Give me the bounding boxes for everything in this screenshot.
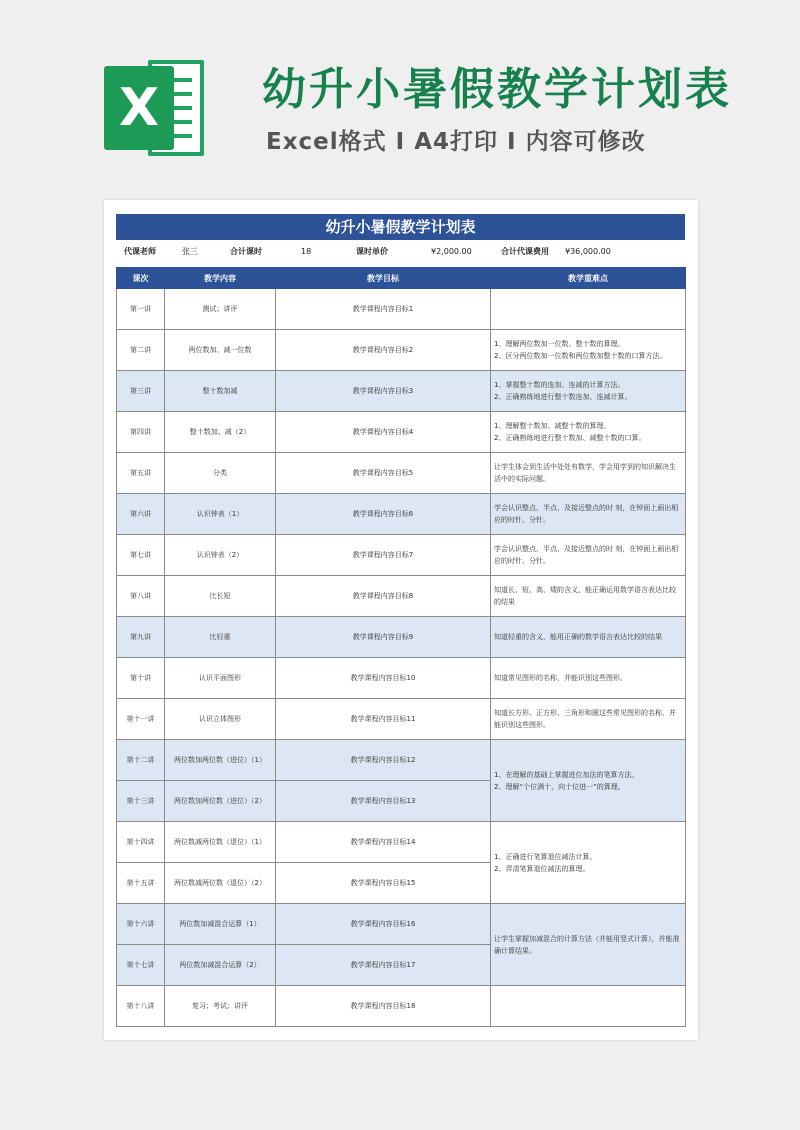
unit-price-value: ¥2,000.00 xyxy=(431,247,472,256)
key-point-cell: 让学生掌握加减混合的计算方法（并能用竖式计算），并能准确计算结果。 xyxy=(491,904,686,986)
lesson-cell: 第四讲 xyxy=(117,412,165,453)
content-cell: 比轻重 xyxy=(165,617,276,658)
goal-cell: 教学课程内容目标8 xyxy=(276,576,491,617)
key-point-cell: 学会认识整点、半点、及接近整点的时 刻，在钟面上画出相应的时针、分针。 xyxy=(491,494,686,535)
hours-label: 合计课时 xyxy=(230,247,262,256)
lesson-cell: 第七讲 xyxy=(117,535,165,576)
header-lesson: 课次 xyxy=(117,268,165,289)
content-cell: 认识钟表（1） xyxy=(165,494,276,535)
goal-cell: 教学课程内容目标16 xyxy=(276,904,491,945)
document-title: 幼升小暑假教学计划表 xyxy=(116,214,685,240)
header-content: 教学内容 xyxy=(165,268,276,289)
lesson-cell: 第八讲 xyxy=(117,576,165,617)
content-cell: 两位数加两位数（进位）（2） xyxy=(165,781,276,822)
table-row xyxy=(117,699,686,740)
key-point-cell: 让学生体会到生活中处处有数学，学会用学到的知识解决生活中的实际问题。 xyxy=(491,453,686,494)
content-cell: 比长短 xyxy=(165,576,276,617)
content-cell: 认识立体图形 xyxy=(165,699,276,740)
table-row xyxy=(117,453,686,494)
key-point-cell xyxy=(491,289,686,330)
hours-value: 18 xyxy=(301,247,312,256)
content-cell: 两位数加两位数（进位）（1） xyxy=(165,740,276,781)
lesson-cell: 第十四讲 xyxy=(117,822,165,863)
table-row xyxy=(117,740,686,781)
total-fee-value: ¥36,000.00 xyxy=(565,247,611,256)
lesson-cell: 第十六讲 xyxy=(117,904,165,945)
teaching-plan-table xyxy=(116,267,686,1027)
key-point-cell xyxy=(491,986,686,1027)
goal-cell: 教学课程内容目标17 xyxy=(276,945,491,986)
content-cell: 两位数加、减一位数 xyxy=(165,330,276,371)
table-row xyxy=(117,330,686,371)
key-point-cell: 1、正确进行笔算退位减法计算。 2、弄清笔算退位减法的算理。 xyxy=(491,822,686,904)
lesson-cell: 第十八讲 xyxy=(117,986,165,1027)
key-point-cell: 知道轻重的含义，能用正确的数学语言表达比较的结果 xyxy=(491,617,686,658)
goal-cell: 教学课程内容目标13 xyxy=(276,781,491,822)
key-point-cell: 1、在理解的基础上掌握进位加法的笔算方法。 2、理解“个位满十，向十位进一”的算理。 xyxy=(491,740,686,822)
header-key-points: 教学重难点 xyxy=(491,268,686,289)
content-cell: 认识平面图形 xyxy=(165,658,276,699)
goal-cell: 教学课程内容目标10 xyxy=(276,658,491,699)
key-point-cell: 1、理解两位数加一位数、整十数的算理。 2、区分两位数加一位数和两位数加整十数的口算方法。 xyxy=(491,330,686,371)
table-row xyxy=(117,412,686,453)
goal-cell: 教学课程内容目标11 xyxy=(276,699,491,740)
excel-x-icon: X xyxy=(104,66,174,150)
table-row xyxy=(117,535,686,576)
lesson-cell: 第九讲 xyxy=(117,617,165,658)
content-cell: 两位数加减混合运算（2） xyxy=(165,945,276,986)
key-point-cell: 知道长方形、正方形、三角形和圆这些常见图形的名称，并能识别这些图形。 xyxy=(491,699,686,740)
lesson-cell: 第一讲 xyxy=(117,289,165,330)
lesson-cell: 第十三讲 xyxy=(117,781,165,822)
lesson-cell: 第五讲 xyxy=(117,453,165,494)
goal-cell: 教学课程内容目标1 xyxy=(276,289,491,330)
goal-cell: 教学课程内容目标9 xyxy=(276,617,491,658)
teacher-value: 张三 xyxy=(182,247,198,256)
table-row xyxy=(117,822,686,863)
table-row xyxy=(117,371,686,412)
goal-cell: 教学课程内容目标14 xyxy=(276,822,491,863)
unit-price-label: 课时单价 xyxy=(356,247,388,256)
total-fee-label: 合计代课费用 xyxy=(501,247,549,256)
content-cell: 复习；考试；讲评 xyxy=(165,986,276,1027)
lesson-cell: 第六讲 xyxy=(117,494,165,535)
table-row xyxy=(117,494,686,535)
content-cell: 认识钟表（2） xyxy=(165,535,276,576)
content-cell: 测试；讲评 xyxy=(165,289,276,330)
lesson-cell: 第十一讲 xyxy=(117,699,165,740)
goal-cell: 教学课程内容目标2 xyxy=(276,330,491,371)
goal-cell: 教学课程内容目标7 xyxy=(276,535,491,576)
goal-cell: 教学课程内容目标4 xyxy=(276,412,491,453)
banner-subtitle: Excel格式 I A4打印 I 内容可修改 xyxy=(266,129,646,155)
content-cell: 整十数加、减（2） xyxy=(165,412,276,453)
table-row xyxy=(117,658,686,699)
lesson-cell: 第三讲 xyxy=(117,371,165,412)
lesson-cell: 第十七讲 xyxy=(117,945,165,986)
excel-logo xyxy=(104,60,208,156)
goal-cell: 教学课程内容目标12 xyxy=(276,740,491,781)
key-point-cell: 学会认识整点、半点、及接近整点的时 刻，在钟面上画出相应的时针、分针。 xyxy=(491,535,686,576)
goal-cell: 教学课程内容目标15 xyxy=(276,863,491,904)
key-point-cell: 知道常见图形的名称，并能识别这些图形。 xyxy=(491,658,686,699)
banner-title: 幼升小暑假教学计划表 xyxy=(262,64,732,115)
content-cell: 两位数减两位数（退位）（2） xyxy=(165,863,276,904)
goal-cell: 教学课程内容目标3 xyxy=(276,371,491,412)
table-row xyxy=(117,617,686,658)
teacher-label: 代课老师 xyxy=(124,247,156,256)
content-cell: 两位数减两位数（退位）（1） xyxy=(165,822,276,863)
lesson-cell: 第十五讲 xyxy=(117,863,165,904)
content-cell: 分类 xyxy=(165,453,276,494)
table-row xyxy=(117,289,686,330)
goal-cell: 教学课程内容目标6 xyxy=(276,494,491,535)
key-point-cell: 1、掌握整十数的连加、连减的计算方法。 2、正确熟练地进行整十数连加、连减计算。 xyxy=(491,371,686,412)
goal-cell: 教学课程内容目标18 xyxy=(276,986,491,1027)
table-row xyxy=(117,904,686,945)
lesson-cell: 第十二讲 xyxy=(117,740,165,781)
lesson-cell: 第二讲 xyxy=(117,330,165,371)
table-row xyxy=(117,576,686,617)
lesson-cell: 第十讲 xyxy=(117,658,165,699)
header-goal: 教学目标 xyxy=(276,268,491,289)
table-row xyxy=(117,986,686,1027)
goal-cell: 教学课程内容目标5 xyxy=(276,453,491,494)
content-cell: 两位数加减混合运算（1） xyxy=(165,904,276,945)
key-point-cell: 知道长、短、高、矮的含义，能正确运用数学语言表达比较的结果 xyxy=(491,576,686,617)
key-point-cell: 1、理解整十数加、减整十数的算理。 2、正确熟练地进行整十数加、减整十数的口算。 xyxy=(491,412,686,453)
table-header-row xyxy=(117,268,686,289)
content-cell: 整十数加减 xyxy=(165,371,276,412)
